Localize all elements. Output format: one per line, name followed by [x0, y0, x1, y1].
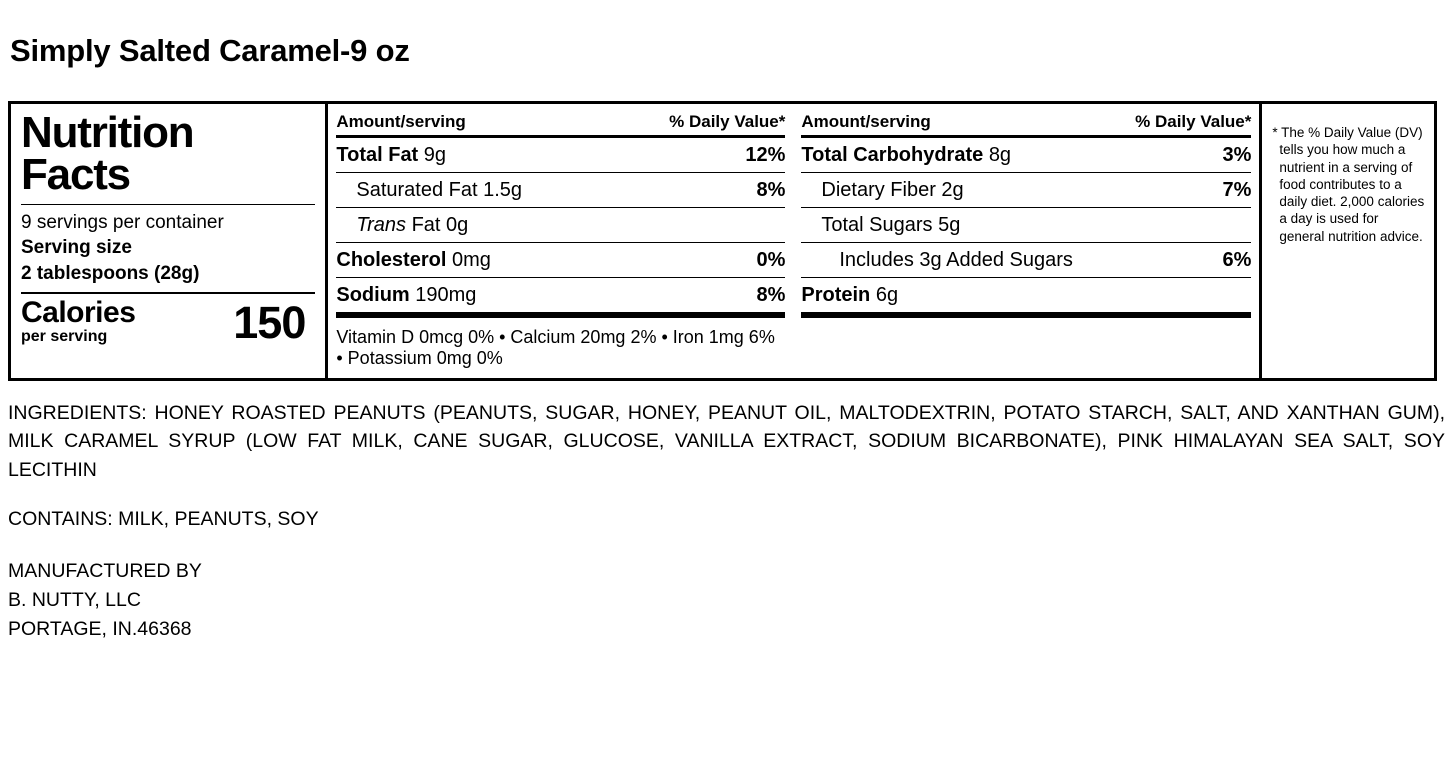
nutrient-name: [839, 249, 1073, 272]
daily-value-footnote: [1259, 104, 1434, 378]
nutrient-label: Includes 3g Added Sugars: [839, 249, 1073, 272]
calories-per-serving-label: per serving: [21, 327, 108, 345]
allergens-text: CONTAINS: MILK, PEANUTS, SOY: [8, 507, 319, 530]
nutrient-name: [336, 144, 446, 167]
amount-per-serving-header: Amount/serving: [336, 112, 466, 132]
table-row: [801, 243, 1251, 278]
nutrient-amount: 6g: [875, 284, 899, 307]
manufacturer-line-2: B. NUTTY, LLC: [8, 589, 141, 612]
nutrient-amount: 9g: [423, 144, 447, 167]
nutrient-amount: 8g: [988, 144, 1012, 167]
nutrition-facts-heading-line1: Nutrition: [21, 108, 194, 158]
nutrient-label: Cholesterol: [336, 249, 447, 272]
nutrient-column-right: [793, 104, 1259, 378]
nutrient-name: [801, 144, 1011, 167]
table-row: [336, 208, 785, 243]
table-row: [336, 173, 785, 208]
nutrient-label: Dietary Fiber: [821, 179, 936, 202]
nutrition-facts-panel: [8, 101, 1437, 381]
nutrition-facts-heading: [21, 108, 315, 199]
micronutrients-row: Vitamin D 0mcg 0% • Calcium 20mg 2% • Iron 1mg 6% • Potassium 0mg 0%: [336, 327, 775, 369]
nutrient-amount: 1.5g: [483, 179, 523, 202]
nutrient-daily-value: 3%: [1222, 144, 1252, 167]
serving-size-label: Serving size: [21, 237, 132, 259]
table-row: [336, 278, 785, 318]
calories-row: [21, 295, 315, 349]
nutrient-label: Trans: [356, 214, 407, 237]
manufacturer-line-3: PORTAGE, IN.46368: [8, 617, 192, 640]
nutrient-label: Saturated Fat: [356, 179, 478, 202]
nutrient-name: [336, 249, 491, 272]
table-row: [801, 173, 1251, 208]
nutrient-name: [821, 214, 960, 237]
table-row: [336, 138, 785, 173]
calories-label: Calories: [21, 295, 136, 329]
nutrient-amount: 190mg: [415, 284, 477, 307]
daily-value-header: % Daily Value*: [1135, 112, 1252, 132]
nutrient-label: Protein: [801, 284, 871, 307]
nutrient-name: [821, 179, 963, 202]
amount-per-serving-header: Amount/serving: [801, 112, 931, 132]
calories-value: 150: [233, 297, 306, 349]
nutrition-facts-heading-line2: Facts: [21, 149, 130, 199]
nutrient-name: [801, 284, 898, 307]
nutrient-label: Total Fat: [336, 144, 419, 167]
nutrient-column-left: [328, 104, 793, 378]
nutrient-daily-value: 8%: [756, 179, 786, 202]
nutrient-label: Sodium: [336, 284, 410, 307]
nutrient-columns: [328, 104, 1259, 378]
nutrient-amount: Fat 0g: [411, 214, 469, 237]
table-row: [801, 278, 1251, 318]
nutrition-summary-column: [11, 104, 328, 378]
column-header-left: [336, 110, 785, 138]
divider: [21, 292, 315, 294]
divider: [21, 204, 315, 205]
table-row: [336, 243, 785, 278]
column-header-right: [801, 110, 1251, 138]
nutrient-name: [356, 179, 522, 202]
nutrient-label: Total Sugars: [821, 214, 933, 237]
ingredients-text: INGREDIENTS: HONEY ROASTED PEANUTS (PEANUTS, SUGAR, HONEY, PEANUT OIL, MALTODEXTRIN, POTATO STARCH, SALT, AND XANTHAN GUM), MILK CARAMEL SYRUP (LOW FAT MILK, CANE SUGAR, GLUCOSE, VANILLA EXTRACT, SODIUM BICARBONATE), PINK HIMALAYAN SEA SALT, SOY LECITHIN: [8, 402, 1445, 481]
nutrition-label-page: [0, 34, 1445, 772]
nutrient-label: Total Carbohydrate: [801, 144, 984, 167]
nutrient-daily-value: 12%: [745, 144, 786, 167]
nutrient-daily-value: 8%: [756, 284, 786, 307]
nutrient-amount: 0mg: [451, 249, 491, 272]
table-row: [801, 208, 1251, 243]
manufacturer-line-1: MANUFACTURED BY: [8, 560, 202, 583]
nutrient-amount: 5g: [938, 214, 961, 237]
manufacturer-block: [8, 557, 1437, 644]
nutrient-daily-value: 6%: [1222, 249, 1252, 272]
nutrient-name: [336, 284, 476, 307]
daily-value-header: % Daily Value*: [669, 112, 786, 132]
daily-value-footnote-text: * The % Daily Value (DV) tells you how much a nutrient in a serving of food contributes to a daily diet. 2,000 calories a day is used for general nutrition advice.: [1272, 125, 1425, 244]
nutrient-daily-value: 7%: [1222, 179, 1252, 202]
calories-label-group: [21, 295, 136, 345]
servings-per-container: 9 servings per container: [21, 211, 224, 233]
page-title: Simply Salted Caramel-9 oz: [10, 33, 410, 68]
nutrient-amount: 2g: [941, 179, 964, 202]
nutrient-daily-value: 0%: [756, 249, 786, 272]
nutrient-name: [356, 214, 468, 237]
table-row: [801, 138, 1251, 173]
serving-size-value: 2 tablespoons (28g): [21, 263, 200, 285]
